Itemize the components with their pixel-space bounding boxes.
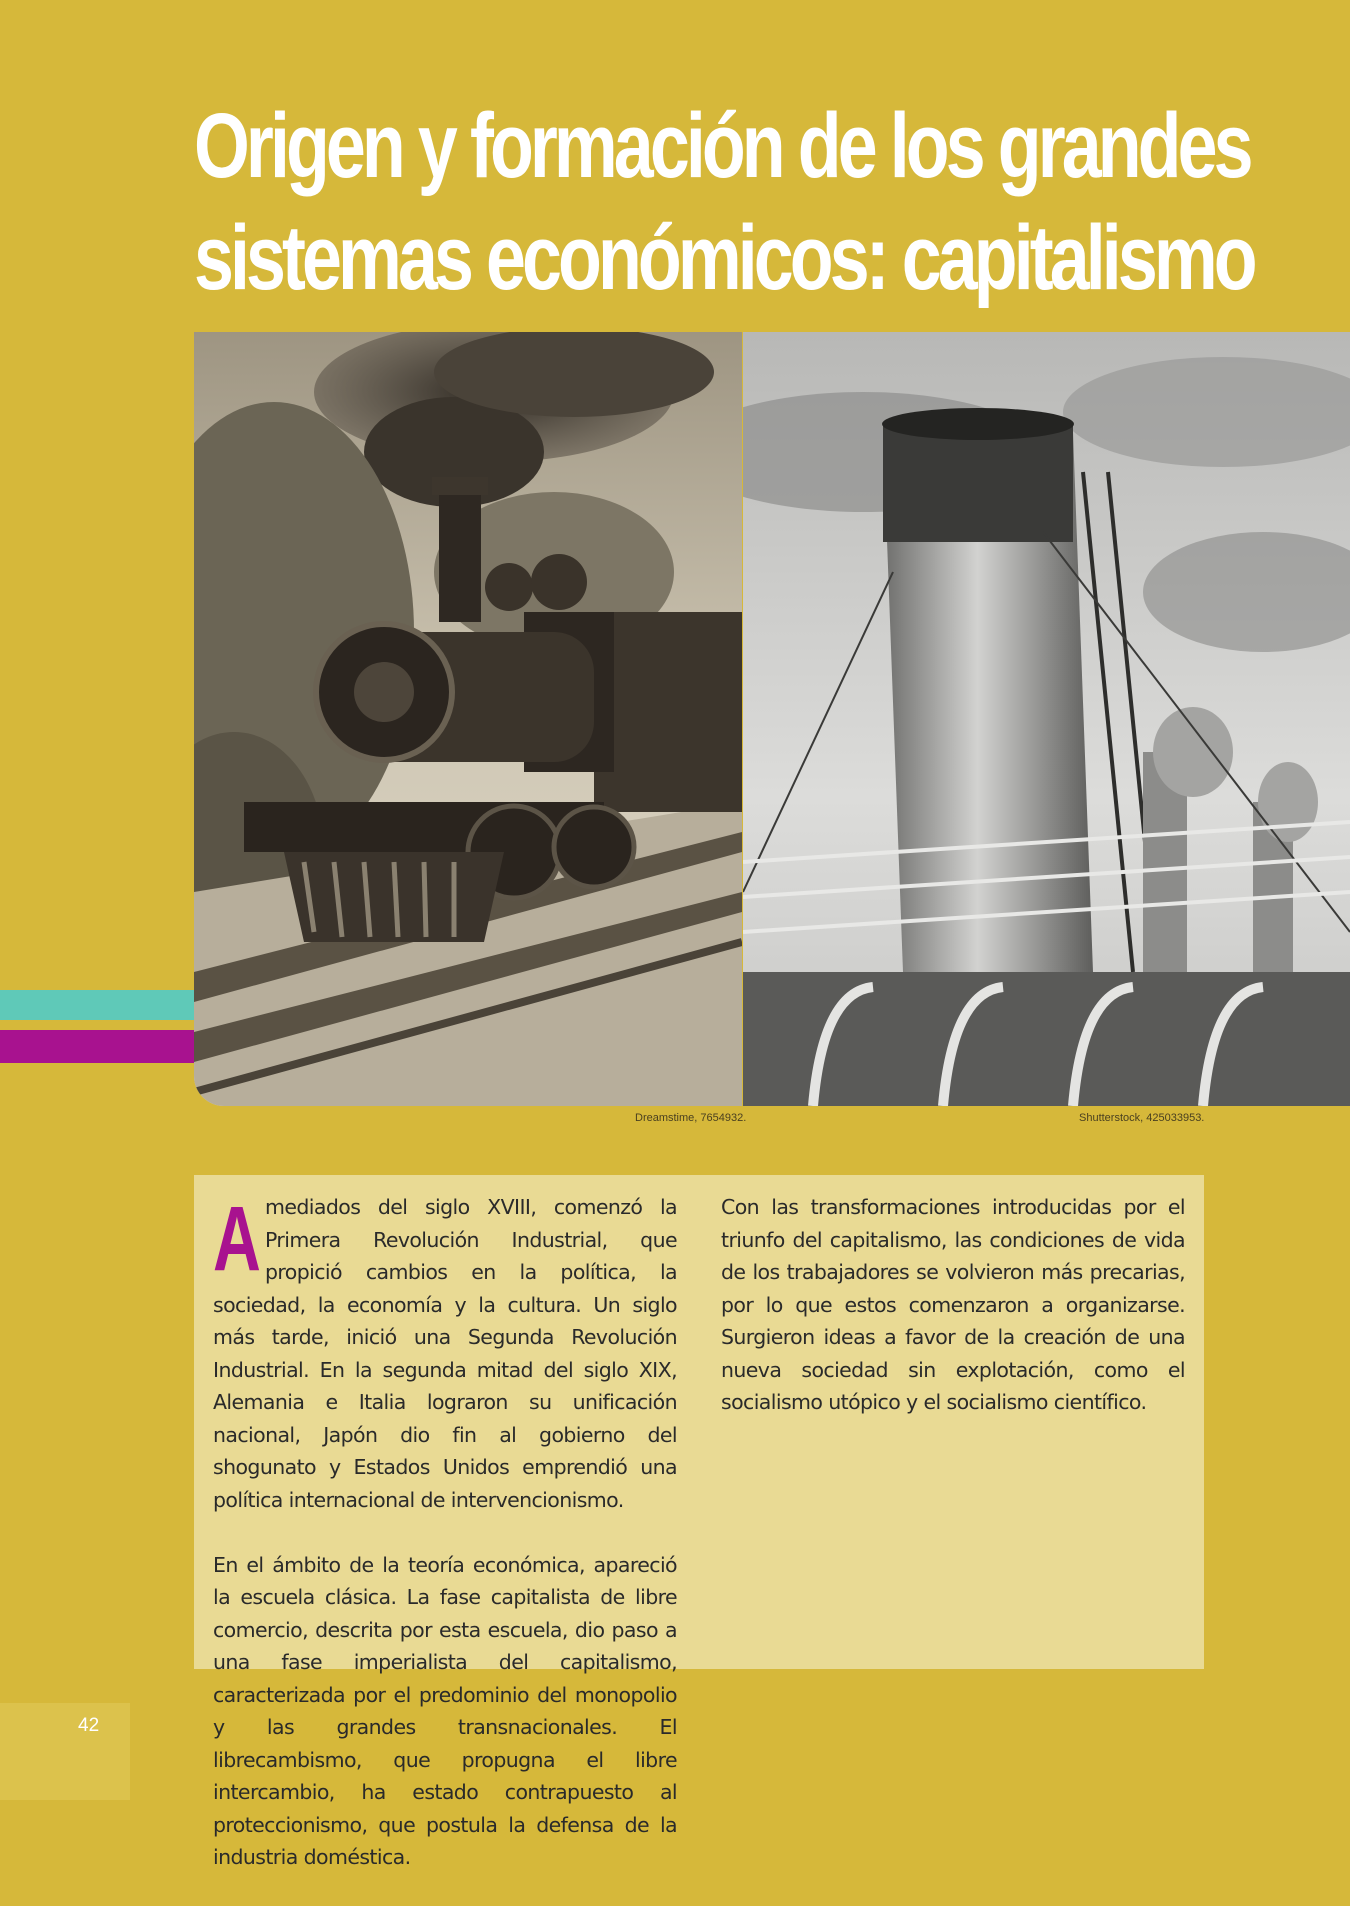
paragraph-1 (213, 1188, 677, 1516)
paragraph-2: En el ámbito de la teoría económica, apareció la escuela clásica. La fase capitalista de libre comercio, descrita por esta escuela, dio paso a una fase imperialista del capitalismo, caracterizada por el predominio del monopolio y las grandes transnacionales. El librecambismo, que propugna el libre intercambio, ha estado contrapuesto al proteccionismo, que postula la defensa de la industria doméstica. (213, 1552, 677, 1869)
paragraph-1-text: mediados del siglo XVIII, comenzó la Primera Revolución Industrial, que propició cambios en la política, la sociedad, la economía y la cultura. Un siglo más tarde, inició una Segunda Revolución Industrial. En la segunda mitad del siglo XIX, Alemania e Italia lograron su unificación nacional, Japón dio fin al gobierno del shogunato y Estados Unidos emprendió una política internacional de intervencionismo. (213, 1195, 677, 1512)
text-column-right (721, 1191, 1185, 1451)
decorative-magenta-stripe (0, 1030, 194, 1063)
photo-credit-right: Shutterstock, 425033953. (1079, 1112, 1205, 1124)
drop-cap: A (213, 1188, 261, 1290)
photo-spread (194, 332, 1350, 1106)
text-panel (194, 1175, 1204, 1869)
page-title: Origen y formación de los grandes sistemas económicos: capitalismo (194, 95, 1254, 309)
steam-locomotive-photo (194, 332, 742, 1106)
text-column-left (213, 1188, 677, 1906)
photo-credit-left: Dreamstime, 7654932. (635, 1112, 747, 1124)
page-number-tab (0, 1703, 130, 1800)
decorative-teal-stripe (0, 990, 194, 1020)
ship-smokestack-photo (743, 332, 1350, 1106)
page-number: 42 (78, 1715, 100, 1736)
paragraph-3: Con las transformaciones introducidas por el triunfo del capitalismo, las condiciones de vida de los trabajadores se volvieron más precarias, por lo que estos comenzaron a organizarse. Surgieron ideas a favor de la creación de una nueva sociedad sin explotación, como el socialismo utópico y el socialismo científico. (721, 1195, 1185, 1414)
